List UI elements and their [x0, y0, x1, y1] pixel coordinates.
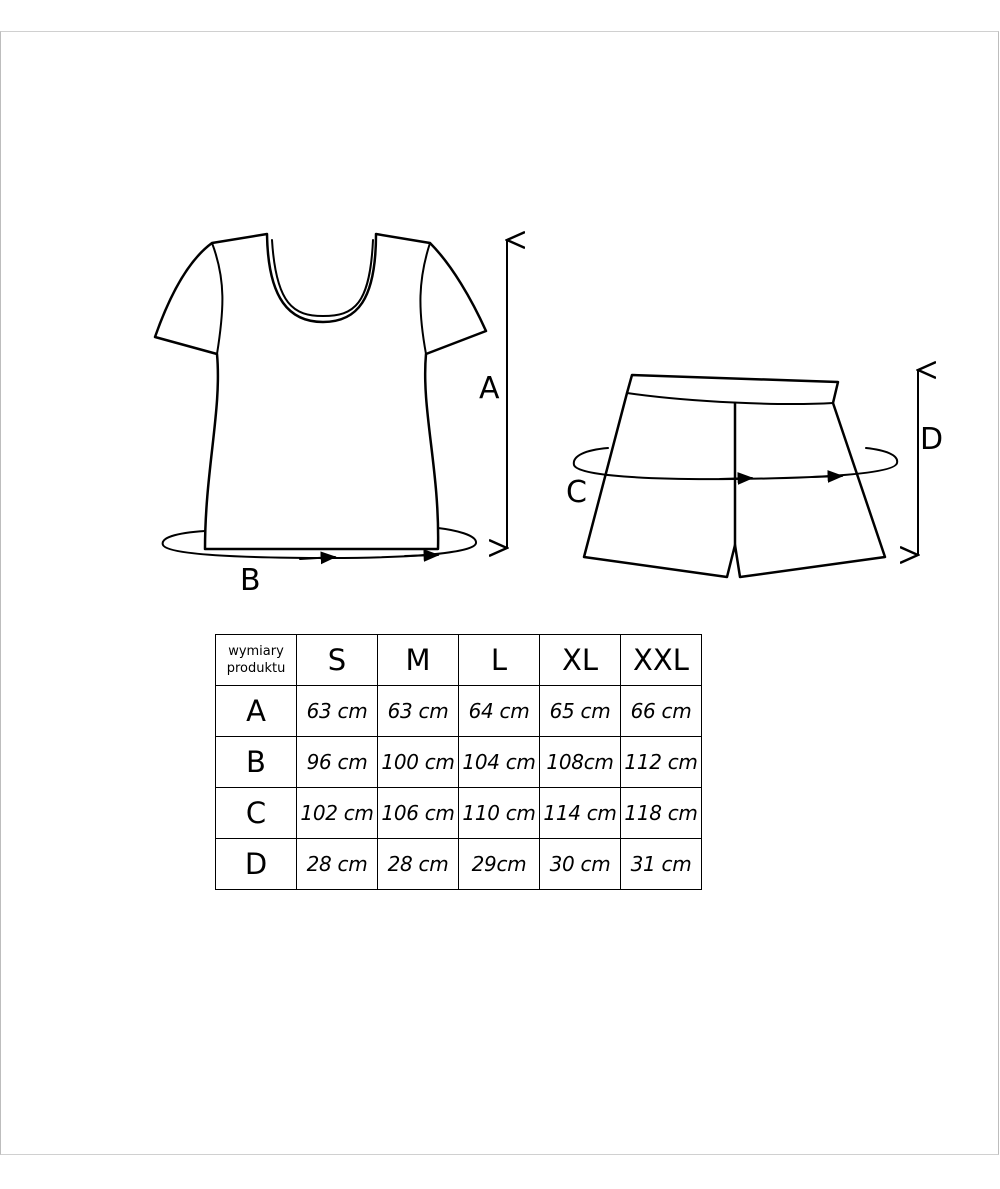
corner-header: [216, 635, 297, 686]
tshirt-outline: [155, 234, 486, 549]
table-cell: 65 cm: [540, 686, 621, 737]
label-d: D: [920, 422, 944, 457]
table-cell: 118 cm: [621, 788, 702, 839]
table-cell: 28 cm: [378, 839, 459, 890]
table-cell: 30 cm: [540, 839, 621, 890]
label-a: A: [479, 371, 500, 406]
table-cell: 31 cm: [621, 839, 702, 890]
size-header: S: [297, 635, 378, 686]
shorts-drawing: [574, 370, 918, 577]
tshirt-drawing: [155, 234, 507, 559]
table-cell: 106 cm: [378, 788, 459, 839]
size-header: L: [459, 635, 540, 686]
table-row: [216, 788, 702, 839]
table-cell: 64 cm: [459, 686, 540, 737]
table-header-row: [216, 635, 702, 686]
table-cell: 104 cm: [459, 737, 540, 788]
corner-label-line2: produktu: [226, 661, 286, 676]
size-header: XL: [540, 635, 621, 686]
table-cell: 29cm: [459, 839, 540, 890]
size-header: M: [378, 635, 459, 686]
size-table: [215, 634, 702, 890]
table-cell: 114 cm: [540, 788, 621, 839]
row-label: C: [216, 788, 297, 839]
label-b: B: [240, 563, 261, 598]
row-label: B: [216, 737, 297, 788]
corner-label-line1: wymiary: [228, 644, 284, 659]
row-label: A: [216, 686, 297, 737]
table-row: [216, 737, 702, 788]
row-label: D: [216, 839, 297, 890]
table-cell: 63 cm: [378, 686, 459, 737]
table-cell: 112 cm: [621, 737, 702, 788]
table-cell: 108cm: [540, 737, 621, 788]
table-cell: 96 cm: [297, 737, 378, 788]
size-header: XXL: [621, 635, 702, 686]
table-row: [216, 839, 702, 890]
table-cell: 28 cm: [297, 839, 378, 890]
table-cell: 63 cm: [297, 686, 378, 737]
table-cell: 66 cm: [621, 686, 702, 737]
table-cell: 110 cm: [459, 788, 540, 839]
table-cell: 100 cm: [378, 737, 459, 788]
table-cell: 102 cm: [297, 788, 378, 839]
table-row: [216, 686, 702, 737]
label-c: C: [566, 475, 587, 510]
